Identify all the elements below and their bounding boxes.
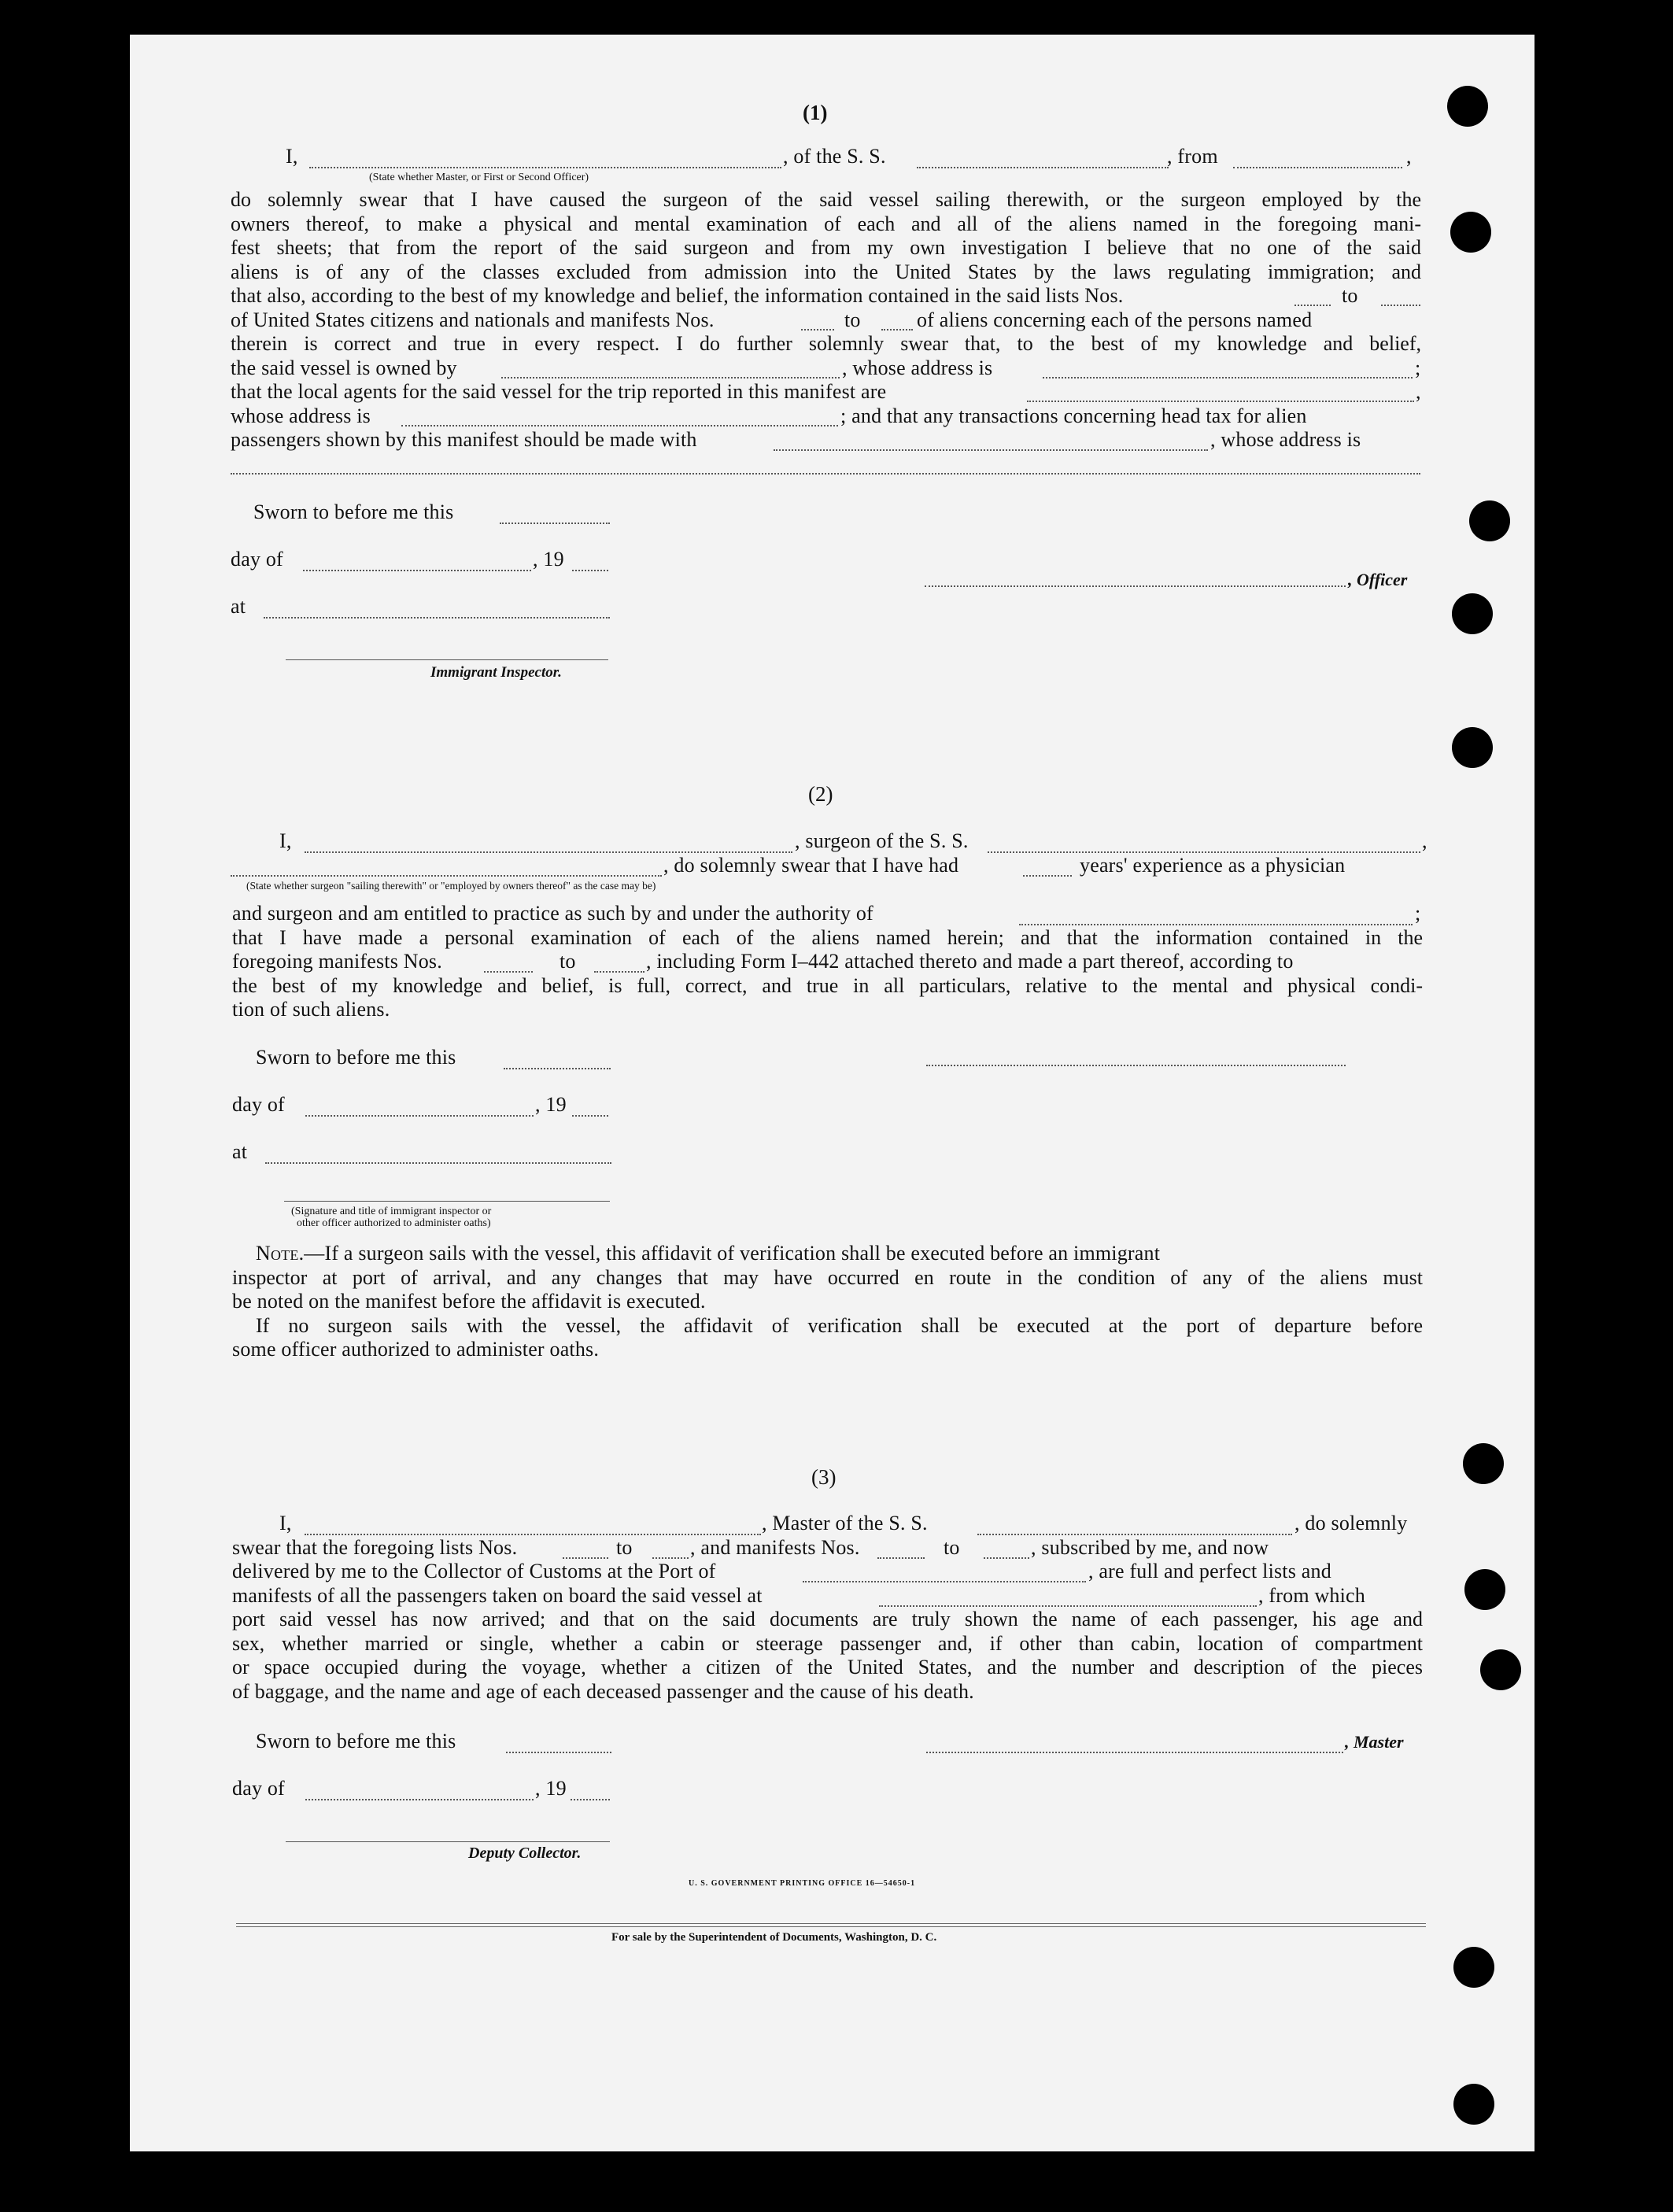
oath-line: owners thereof, to make a physical and mental examination of each and all of the aliens named in the foregoing mani- [231, 212, 1421, 235]
sworn-month-field[interactable] [305, 1115, 534, 1117]
boarding-port-label: manifests of all the passengers taken on board the said vessel at [232, 1583, 763, 1607]
year-label: , 19 [535, 1093, 567, 1116]
inspector-label: Immigrant Inspector. [430, 664, 562, 681]
manifests-from-field[interactable] [877, 1557, 925, 1559]
officer-rank-note: (State whether Master, or First or Second Officer) [369, 172, 589, 183]
note-label: Note. [256, 1242, 305, 1265]
oath-line: therein is correct and true in every respect. I do further solemnly swear that, to the best of my knowledge and belief, [231, 332, 1421, 355]
manifests-from-field[interactable] [484, 971, 533, 973]
head-tax-label: ; and that any transactions concerning head tax for alien [840, 404, 1307, 427]
do-solemnly-label: , do solemnly [1294, 1512, 1408, 1534]
sworn-year-field[interactable] [571, 1799, 610, 1800]
oath-line: of baggage, and the name and age of each deceased passenger and the cause of his death. [232, 1679, 974, 1703]
sworn-label: Sworn to before me this [256, 1730, 456, 1752]
punch-hole [1480, 1649, 1521, 1690]
punch-hole [1447, 86, 1488, 127]
day-of-label: day of [232, 1093, 285, 1116]
vessel-name-field[interactable] [917, 167, 1169, 168]
of-ss-label: , of the S. S. [783, 145, 886, 168]
surgeon-name-field[interactable] [305, 851, 792, 853]
sworn-year-field[interactable] [572, 570, 608, 571]
master-label: , Master [1345, 1732, 1404, 1752]
manifests-to-field[interactable] [594, 971, 644, 973]
sworn-year-field[interactable] [572, 1115, 608, 1117]
sworn-day-field[interactable] [500, 523, 610, 524]
manifests-to-field[interactable] [984, 1557, 1029, 1559]
oath-line: or space occupied during the voyage, whether a citizen of the United States, and the number and description of the pieces [232, 1656, 1423, 1678]
local-agents-label: that the local agents for the said vessel for the trip reported in this manifest are [231, 380, 887, 403]
lists-to-field[interactable] [652, 1557, 689, 1559]
punch-hole [1469, 500, 1510, 541]
oath-line: aliens is of any of the classes excluded from admission into the United States by the laws regulating immigration; and [231, 260, 1421, 283]
punch-hole [1452, 727, 1493, 768]
form-label: , including Form I–442 attached thereto and made a part thereof, according to [646, 950, 1294, 973]
to-label: to [944, 1535, 960, 1559]
inspector-signature-line[interactable] [286, 659, 608, 660]
of-aliens-label: of aliens concerning each of the persons named [917, 308, 1313, 331]
note-text: —If a surgeon sails with the vessel, this affidavit of verification shall be executed before an immigrant [304, 1242, 1161, 1265]
master-of-label: , Master of the S. S. [762, 1512, 928, 1534]
oath-line: tion of such aliens. [232, 998, 390, 1021]
note-paragraph [256, 1242, 1160, 1265]
manifests-from-field[interactable] [801, 329, 834, 331]
sworn-label: Sworn to before me this [253, 500, 454, 523]
surgeon-signature-field[interactable] [926, 1065, 1346, 1066]
subscribed-label: , subscribed by me, and now [1031, 1535, 1269, 1559]
oath-line: sex, whether married or single, whether a cabin or steerage passenger and, if other than cabin, location of compartment [232, 1631, 1423, 1655]
lists-nos-label: that also, according to the best of my knowledge and belief, the information contained in the said lists Nos. [231, 284, 1124, 307]
agents-address-field[interactable] [401, 425, 838, 427]
agents-address-label: whose address is [231, 404, 371, 427]
owned-by-label: the said vessel is owned by [231, 356, 457, 379]
note-line: inspector at port of arrival, and any changes that may have occurred en route in the condition of any of the aliens must [232, 1265, 1423, 1289]
from-which-label: , from which [1258, 1583, 1365, 1607]
punch-hole [1463, 1443, 1504, 1484]
manifests-nos-label: , and manifests Nos. [690, 1535, 860, 1559]
years-experience-label: years' experience as a physician [1080, 854, 1346, 877]
to-label: to [560, 950, 576, 973]
oath-line: port said vessel has now arrived; and that on the said documents are truly shown the name of each passenger, his age and [232, 1608, 1423, 1630]
vessel-owner-field[interactable] [501, 377, 840, 379]
collector-port-field[interactable] [803, 1581, 1086, 1582]
lists-from-field[interactable] [1294, 305, 1331, 306]
inspector-signature-line[interactable] [284, 1201, 610, 1202]
sworn-place-field[interactable] [265, 1162, 611, 1164]
oath-line: the best of my knowledge and belief, is full, correct, and true in all particulars, relative to the mental and physical condi- [232, 973, 1423, 997]
collector-port-label: delivered by me to the Collector of Customs at the Port of [232, 1560, 716, 1582]
footer-rule [236, 1926, 1426, 1927]
section-number: (2) [808, 782, 833, 806]
form-page: (1) I, , of the S. S. , from , (State whether Master, or First or Second Officer) do solemnly swear that I have caused the surgeon of the said vessel sailing therewith, or the surgeon employed by the owners thereof, to make a physical and mental examination of each and all of the aliens named in the foregoing mani- fest sheets; that from the report of the said surgeon and from my own investigation I believe that no one of the said aliens is of any of the classes excluded from admission into the United States by the laws regulating immigration; and that also, according to the best of my knowledge and belief, the information contained in the said lists Nos. to of United States citizens and nationals and manifests Nos. to of aliens concerning each of the persons named therein is correct and true in every respect. I do further solemnly swear that, to the best of my knowledge and belief, the said vessel is owned by , whose address is ; that the local agents for the said vessel for the trip reported in this manifest are , whose address is ; and that any transactions concerning head tax for alien passengers shown by this manifest should be made with , whose address is Sworn to before me this day of , 19 , Officer at Immigrant Inspector. (2) I, , surgeon of the S. S. , , do solemnly swear that I have had years' experience as a physician (State whether surgeon "sailing therewith" or "employed by owners thereof" as the case may be) and surgeon and am entitled to practice as such by and under the authority of ; that I have made a personal examination of each of the aliens named herein; and that the information contained in the foregoing manifests Nos. to , including Form I–442 attached thereto and made a part thereof, according to the best of my knowledge and belief, is full, correct, and true in all particulars, relative to the mental and physical condi- tion of such aliens. Sworn to before me this day of , 19 at (Signature and title of immigrant inspector or other officer authorized to administer oaths) Note.—If a surgeon sails with the vessel, this affidavit of verification shall be executed before an immigrant inspector at port of arrival, and any changes that may have occurred en route in the condition of any of the aliens must be noted on the manifest before the affidavit is executed. If no surgeon sails with the vessel, the affidavit of verification shall be executed at the port of departure before some officer authorized to administer oaths. (3) I, , Master of the S. S. , do solemnly swear that the foregoing lists Nos. to , and manifests Nos. to , subscribed by me, and now delivered by me to the Collector of Customs at the Port of , are full and perfect lists and manifests of all the passengers taken on board the said vessel at , from which port said vessel has now arrived; and that on the said documents are truly shown the name of each passenger, his age and sex, whether married or single, whether a cabin or steerage passenger and, if other than cabin, location of compartment or space occupied during the voyage, whether a citizen of the United States, and the number and description of the pieces of baggage, and the name and age of each deceased passenger and the cause of his death. Sworn to before me this , Master day of , 19 Deputy Collector. U. S. GOVERNMENT PRINTING OFFICE 16—54650-1 For sale by the Superintendent of Documents, Washington, D. C. [130, 35, 1535, 2151]
lists-to-field[interactable] [1381, 305, 1420, 306]
whose-address-end-label: , whose address is [1210, 428, 1361, 451]
day-of-label: day of [232, 1777, 285, 1800]
year-label: , 19 [535, 1777, 567, 1800]
day-of-label: day of [231, 548, 283, 571]
surgeon-status-note: (State whether surgeon "sailing therewith" or "employed by owners thereof" as the case may be) [246, 880, 656, 892]
surgeon-vessel-field[interactable] [988, 851, 1420, 853]
punch-hole [1452, 593, 1493, 634]
manifests-nos-label: of United States citizens and nationals and manifests Nos. [231, 308, 715, 331]
printing-office-imprint: U. S. GOVERNMENT PRINTING OFFICE 16—54650-1 [689, 1879, 916, 1888]
no-surgeon-line: If no surgeon sails with the vessel, the affidavit of verification shall be executed at the port of departure before [256, 1313, 1423, 1337]
head-tax-address-field[interactable] [231, 473, 1420, 475]
punch-hole [1464, 1569, 1505, 1610]
local-agents-field[interactable] [1027, 401, 1414, 402]
sworn-month-field[interactable] [303, 570, 531, 571]
oath-line: fest sheets; that from the report of the said surgeon and from my own investigation I believe that no one of the said [231, 236, 1421, 259]
footer-rule [236, 1923, 1426, 1924]
whose-address-label: , whose address is [842, 356, 993, 379]
signature-note: (Signature and title of immigrant inspector or [291, 1206, 492, 1217]
surgeon-status-field[interactable] [231, 875, 662, 877]
for-sale-notice: For sale by the Superintendent of Documents, Washington, D. C. [611, 1931, 937, 1944]
to-label: to [616, 1535, 633, 1559]
swear-had-label: , do solemnly swear that I have had [663, 854, 959, 877]
punch-hole [1453, 1947, 1494, 1988]
sworn-day-field[interactable] [504, 1068, 611, 1069]
sworn-place-field[interactable] [264, 617, 610, 619]
authority-label: and surgeon and am entitled to practice as such by and under the authority of [232, 902, 873, 925]
declarant-label: I, [279, 829, 292, 852]
officer-name-field[interactable] [309, 167, 781, 168]
officer-label: , Officer [1348, 570, 1408, 589]
to-label: to [844, 308, 861, 331]
transactions-label: passengers shown by this manifest should be made with [231, 428, 697, 451]
years-experience-field[interactable] [1023, 875, 1072, 877]
manifests-nos-label: foregoing manifests Nos. [232, 950, 442, 973]
declarant-label: I, [279, 1512, 292, 1534]
lists-from-field[interactable] [563, 1557, 608, 1559]
punch-hole [1450, 212, 1491, 253]
deputy-signature-line[interactable] [286, 1841, 610, 1842]
manifests-to-field[interactable] [881, 329, 913, 331]
officer-signature-field[interactable] [925, 585, 1346, 587]
boarding-port-field[interactable] [879, 1605, 1257, 1607]
no-surgeon-line: some officer authorized to administer oaths. [232, 1338, 600, 1361]
sworn-day-field[interactable] [506, 1752, 611, 1753]
full-lists-label: , are full and perfect lists and [1088, 1560, 1331, 1582]
deputy-label: Deputy Collector. [468, 1845, 582, 1862]
head-tax-party-field[interactable] [774, 449, 1208, 451]
sworn-label: Sworn to before me this [256, 1046, 456, 1069]
section-number: (3) [811, 1465, 836, 1489]
at-label: at [232, 1140, 248, 1163]
to-label: to [1342, 284, 1358, 307]
departure-port-field[interactable] [1233, 167, 1402, 168]
note-line: be noted on the manifest before the affidavit is executed. [232, 1290, 706, 1313]
master-signature-field[interactable] [926, 1752, 1343, 1753]
at-label: at [231, 595, 246, 618]
from-label: , from [1167, 145, 1218, 168]
section-number: (1) [803, 101, 828, 124]
oath-line: do solemnly swear that I have caused the surgeon of the said vessel sailing therewith, or the surgeon employed by the [231, 188, 1421, 211]
oath-line: that I have made a personal examination of each of the aliens named herein; and that the information contained in the [232, 925, 1423, 949]
year-label: , 19 [533, 548, 564, 571]
signature-note: other officer authorized to administer oaths) [297, 1217, 491, 1229]
punch-hole [1453, 2084, 1494, 2125]
declarant-label: I, [286, 145, 298, 168]
surgeon-of-label: , surgeon of the S. S. [795, 829, 969, 852]
owner-address-field[interactable] [1043, 377, 1413, 379]
lists-nos-label: swear that the foregoing lists Nos. [232, 1535, 518, 1559]
sworn-month-field[interactable] [305, 1799, 534, 1800]
